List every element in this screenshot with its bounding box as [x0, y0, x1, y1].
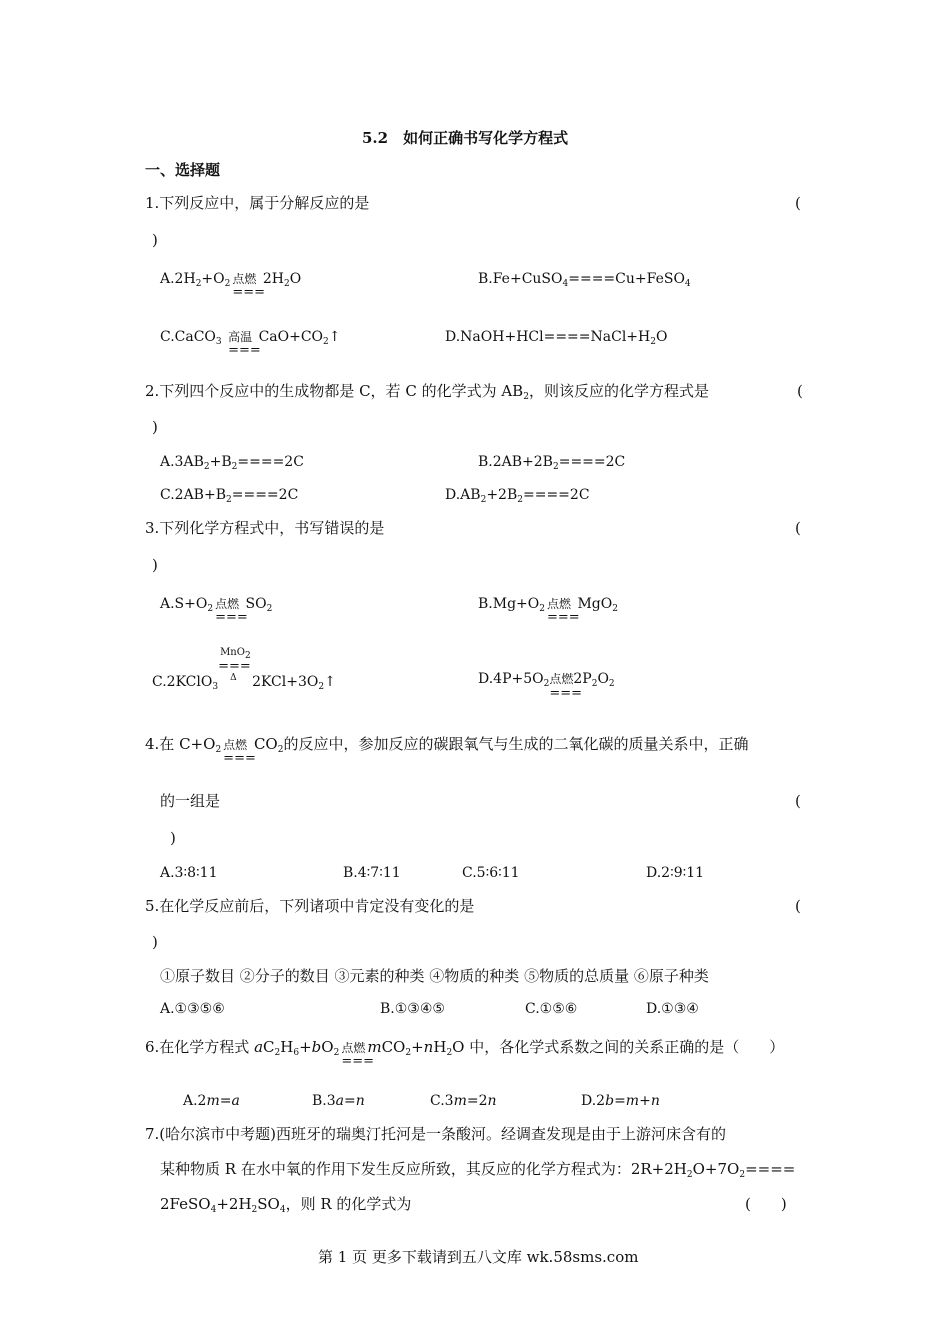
q6-option-d: D.2b=m+n: [581, 1093, 660, 1109]
q4-paren-close: ): [170, 829, 176, 847]
q3-paren-close: ): [152, 556, 158, 574]
q7-answer-paren: ( ): [745, 1195, 787, 1213]
q2-paren-close: ): [152, 418, 158, 436]
reaction-condition: MnO$_2$ === Δ: [218, 647, 251, 683]
reaction-condition: 点燃 ===: [341, 1041, 375, 1069]
q4-option-a: A.3∶8∶11: [160, 865, 218, 881]
reaction-condition: 点燃 ===: [232, 272, 266, 300]
q6-option-b: B.3a=n: [312, 1093, 365, 1109]
reaction-condition: 点燃 ===: [215, 597, 248, 625]
q2-paren-open: (: [797, 382, 803, 400]
reaction-condition: 点燃 ===: [223, 738, 256, 766]
q3-option-d: $D.4P+5O_2$点燃 === $2P_2O_2$: [478, 671, 615, 701]
q2-option-c: $C.2AB+B_2====2C$: [160, 487, 299, 505]
q1-paren-close: ): [152, 231, 158, 249]
q1-option-a: $A.2H_2+O_2$ 点燃 === $2H_2O$: [160, 271, 302, 300]
heat-delta-icon: Δ: [230, 673, 237, 683]
q6-option-a: A.2m=a: [183, 1093, 240, 1109]
q1-option-b: B.Fe+CuSO$_4$====Cu+FeSO$_4$: [478, 271, 691, 289]
page-title: 5.2 如何正确书写化学方程式: [362, 129, 569, 147]
question-6-stem: 6.在化学方程式 $aC_2H_6+bO_2$ 点燃 === $mCO_2+nH_2O$ 中，各化学式系数之间的关系正确的是（ ）: [145, 1038, 785, 1069]
q2-option-a: $A.3AB_2+B_2====2C$: [160, 454, 304, 472]
question-3-stem: 3.下列化学方程式中，书写错误的是: [145, 519, 385, 537]
q3-paren-open: (: [795, 519, 801, 537]
question-1-stem: 1.下列反应中，属于分解反应的是: [145, 194, 370, 212]
q2-option-d: $D.AB_2+2B_2====2C$: [445, 487, 590, 505]
q5-paren-close: ): [152, 933, 158, 951]
question-7-line1: 7.(哈尔滨市中考题)西班牙的瑞奥汀托河是一条酸河。经调查发现是由于上游河床含有的: [145, 1125, 727, 1143]
q5-option-b: B.①③④⑤: [380, 1001, 445, 1017]
section-heading: 一、选择题: [145, 161, 221, 179]
reaction-condition: 点燃 ===: [546, 597, 580, 625]
reaction-condition: 高温 ===: [228, 330, 261, 358]
q6-option-c: C.3m=2n: [430, 1093, 497, 1109]
q5-option-d: D.①③④: [646, 1001, 699, 1017]
question-7-line3: $2FeSO_4+2H_2SO_4$，则 R 的化学式为: [160, 1195, 412, 1215]
q2-option-b: $B.2AB+2B_2====2C$: [478, 454, 626, 472]
q5-paren-open: (: [795, 897, 801, 915]
page-footer: 第 1 页 更多下载请到五八文库 wk.58sms.com: [318, 1248, 639, 1266]
gas-arrow-icon: ↑: [324, 674, 336, 690]
q1-paren-open: (: [795, 194, 801, 212]
question-2-stem: 2.下列四个反应中的生成物都是 C，若 C 的化学式为 $AB_2$，则该反应的化学方程式是: [145, 382, 709, 402]
gas-arrow-icon: ↑: [328, 329, 341, 345]
q4-option-d: D.2∶9∶11: [646, 865, 705, 881]
q1-option-d: $D.NaOH+HCl====NaCl+H_2O$: [445, 329, 668, 347]
q3-option-c: C.2KClO$_3$ MnO$_2$ === Δ $2KCl+3O_2↑$: [152, 647, 336, 692]
q1-option-c: C.CaCO$_3$ 高温 === $CaO+CO_2↑$: [160, 329, 341, 358]
question-4-line2: 的一组是: [160, 792, 221, 810]
reaction-condition: 点燃 ===: [549, 672, 583, 701]
question-7-line2: 某种物质 R 在水中氧的作用下发生反应所致，其反应的化学方程式为：$2R+2H_2O+7O_2====$: [160, 1160, 796, 1180]
q3-option-a: $A.S+O_2$ 点燃 === $SO_2$: [160, 596, 273, 625]
q5-option-a: A.①③⑤⑥: [160, 1001, 225, 1017]
q3-option-b: $B.Mg+O_2$ 点燃 === MgO$_2$: [478, 596, 618, 625]
q4-paren-open: (: [795, 792, 801, 810]
question-5-items: ①原子数目 ②分子的数目 ③元素的种类 ④物质的种类 ⑤物质的总质量 ⑥原子种类: [160, 967, 709, 985]
q4-option-b: B.4∶7∶11: [343, 865, 401, 881]
question-4-stem: 4.在 $C+O_2$ 点燃 === $CO_2$的反应中，参加反应的碳跟氧气与生成的二氧化碳的质量关系中，正确: [145, 735, 749, 766]
q4-option-c: C.5∶6∶11: [462, 865, 520, 881]
q5-option-c: C.①⑤⑥: [525, 1001, 578, 1017]
question-5-stem: 5.在化学反应前后，下列诸项中肯定没有变化的是: [145, 897, 475, 915]
